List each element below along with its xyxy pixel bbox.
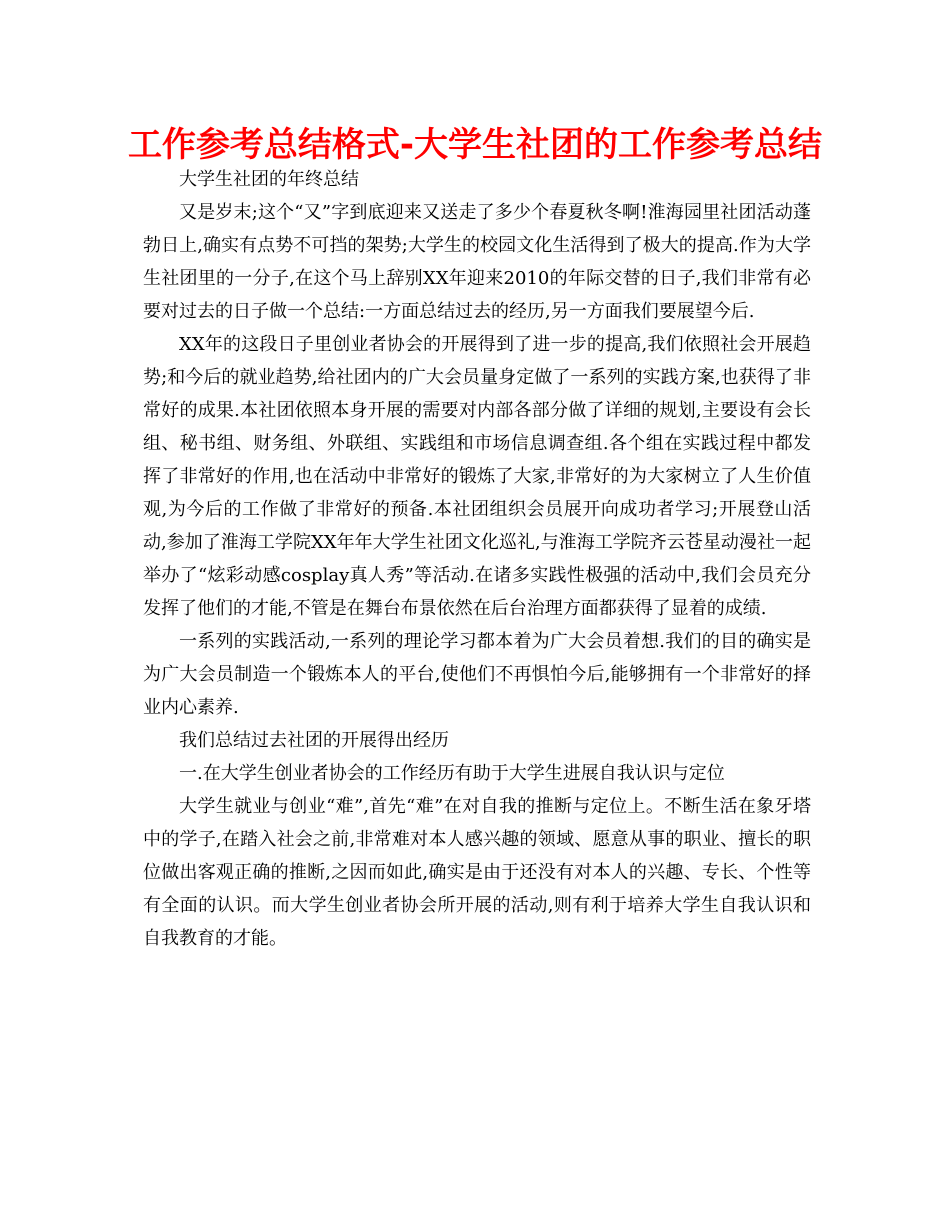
paragraph-self-awareness: 大学生就业与创业“难”,首先“难”在对自我的推断与定位上。不断生活在象牙塔中的学子,在踏入社会之前,非常难对本人感兴趣的领域、愿意从事的职业、擅长的职位做出客观正确的推断,之因而如此,确实是由于还没有对本人的兴趣、专长、个性等有全面的认识。而大学生创业者协会所开展的活动,则有利于培养大学生自我认识和自我教育的才能。 <box>143 796 811 949</box>
section-heading-experience: 我们总结过去社团的开展得出经历 <box>179 730 449 751</box>
document-title: 工作参考总结格式-大学生社团的工作参考总结 <box>127 125 823 165</box>
paragraph-intro: 又是岁末;这个“又”字到底迎来又送走了多少个春夏秋冬啊!淮海园里社团活动蓬勃日上,确实有点势不可挡的架势;大学生的校园文化生活得到了极大的提高.作为大学生社团里的一分子,在这个马上辞别XX年迎来2010的年际交替的日子,我们非常有必要对过去的日子做一个总结:一方面总结过去的经历,另一方面我们要展望今后. <box>143 202 811 322</box>
section-subtitle: 大学生社团的年终总结 <box>179 169 359 190</box>
document-body <box>143 163 811 955</box>
paragraph-purpose: 一系列的实践活动,一系列的理论学习都本着为广大会员着想.我们的目的确实是为广大会员制造一个锻炼本人的平台,使他们不再惧怕今后,能够拥有一个非常好的择业内心素养. <box>143 631 811 718</box>
section-heading-point-one: 一.在大学生创业者协会的工作经历有助于大学生进展自我认识与定位 <box>179 763 725 784</box>
paragraph-activities: XX年的这段日子里创业者协会的开展得到了进一步的提高,我们依照社会开展趋势;和今后的就业趋势,给社团内的广大会员量身定做了一系列的实践方案,也获得了非常好的成果.本社团依照本身开展的需要对内部各部分做了详细的规划,主要设有会长组、秘书组、财务组、外联组、实践组和市场信息调查组.各个组在实践过程中都发挥了非常好的作用,也在活动中非常好的锻炼了大家,非常好的为大家树立了人生价值观,为今后的工作做了非常好的预备.本社团组织会员展开向成功者学习;开展登山活动,参加了淮海工学院XX年年大学生社团文化巡礼,与淮海工学院齐云苍星动漫社一起举办了“炫彩动感cosplay真人秀”等活动.在诸多实践性极强的活动中,我们会员充分发挥了他们的才能,不管是在舞台布景依然在后台治理方面都获得了显着的成绩. <box>143 334 811 619</box>
